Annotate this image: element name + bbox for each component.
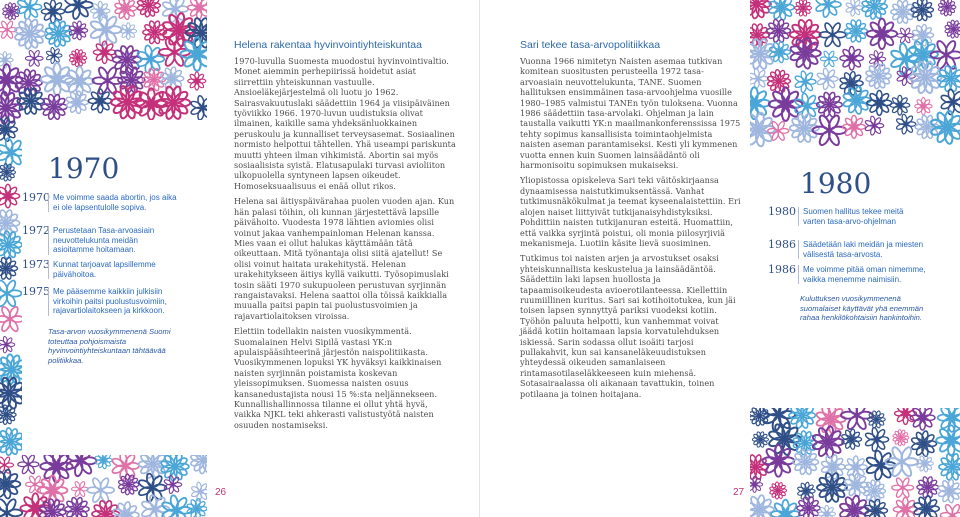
paragraph: 1970-luvulla Suomesta muodostui hyvinvointivaltio. Monet aiemmin perhepiirissä hoidetut asiat siirrettiin yhteiskunnan vastuulle. Ansioeläkejärjestelmä oli luotu jo 1962. Sairasvakuutuslaki säädettiin 1964 ja viisipäiväinen työviikko 1966. 1970-luvun uudistuksia olivat ilmainen, kaikille sama yhdeksänluokkainen peruskoulu ja kunnalliset terveysasemat. Sosiaalinen normisto helpottui tähtellen. Yhä useampi pariskunta muutti yhteen ilman vihkimistä. Abortin sai myös sosiaalisista syistä. Elatusapulaki turvasi avioliiton ulkopuolella syntyneen lapsen oikeudet. Homoseksuaalisuus ei enää ollut rikos. bbox=[234, 56, 456, 191]
flower-ornament bbox=[45, 20, 72, 47]
timeline-text: Me voimme saada abortin, jos aika ei ole lapsentulolle sopiva. bbox=[48, 193, 183, 212]
flower-ornament bbox=[793, 449, 819, 475]
flower-ornament bbox=[769, 482, 786, 499]
flower-ornament bbox=[46, 47, 62, 64]
section-title-right: Sari tekee tasa-arvopolitiikkaa bbox=[520, 39, 661, 51]
timeline-text: Säädetään laki meidän ja miesten välisestä tasa-arvosta. bbox=[798, 240, 943, 259]
timeline-text: Kunnat tarjoavat lapsillemme päivähoitoa. bbox=[48, 260, 178, 279]
flower-ornament bbox=[938, 479, 960, 503]
flower-ornament bbox=[940, 503, 960, 517]
section-title-left: Helena rakentaa hyvinvointiyhteiskuntaa bbox=[234, 39, 422, 51]
flower-ornament bbox=[867, 90, 892, 115]
flower-ornament bbox=[892, 477, 914, 498]
flower-ornament bbox=[917, 476, 939, 498]
flower-ornament bbox=[915, 98, 932, 115]
flower-ornament bbox=[939, 453, 960, 481]
timeline-year: 1986 bbox=[768, 238, 796, 251]
flower-ornament bbox=[69, 49, 87, 67]
sidebar-quote-right: Kuluttuksen vuosikymmenenä suomalaiset käyttävät yhä enemmän rahaa henkilökohtaisiin hankintoihin. bbox=[800, 294, 924, 323]
flower-ornament bbox=[771, 500, 800, 517]
flower-ornament bbox=[0, 456, 14, 474]
flower-ornament bbox=[0, 257, 17, 280]
article-column-left bbox=[234, 56, 456, 435]
flower-ornament bbox=[120, 23, 137, 40]
flower-ornament bbox=[930, 110, 960, 144]
flower-ornament bbox=[795, 0, 812, 17]
decade-heading-1970: 1970 bbox=[48, 152, 120, 185]
flower-ornament bbox=[794, 71, 816, 93]
flower-ornament bbox=[0, 428, 24, 456]
flower-ornament bbox=[908, 39, 938, 69]
flower-ornament bbox=[890, 95, 910, 115]
flower-ornament bbox=[913, 496, 939, 517]
flower-ornament bbox=[0, 498, 22, 517]
flower-ornament bbox=[136, 88, 167, 119]
flower-ornament bbox=[160, 452, 188, 481]
flower-ornament bbox=[910, 405, 935, 430]
decade-heading-1980: 1980 bbox=[800, 167, 872, 200]
flower-ornament bbox=[844, 19, 867, 42]
timeline-entry-1986-name bbox=[768, 265, 948, 287]
flower-ornament bbox=[897, 27, 914, 43]
flower-ornament bbox=[17, 0, 42, 20]
flower-ornament bbox=[893, 497, 917, 517]
flower-ornament bbox=[25, 50, 43, 67]
flower-ornament bbox=[768, 0, 794, 20]
flower-ornament bbox=[896, 114, 916, 135]
timeline-year: 1970 bbox=[22, 191, 50, 204]
flower-ornament bbox=[87, 477, 114, 503]
flower-ornament bbox=[750, 476, 763, 492]
flower-ornament bbox=[0, 279, 22, 307]
flower-ornament bbox=[750, 112, 775, 147]
flower-ornament bbox=[188, 0, 207, 19]
timeline-entry-1972 bbox=[22, 226, 207, 258]
flower-ornament bbox=[817, 472, 847, 503]
flower-ornament bbox=[865, 427, 889, 452]
flower-ornament bbox=[0, 336, 15, 353]
flower-ornament bbox=[71, 481, 88, 497]
flower-ornament bbox=[817, 92, 843, 118]
flower-ornament bbox=[762, 445, 794, 477]
page-gutter bbox=[479, 0, 480, 517]
flower-ornament bbox=[180, 37, 207, 71]
timeline-year: 1975 bbox=[22, 285, 50, 298]
flower-ornament bbox=[0, 184, 20, 207]
timeline-year: 1986 bbox=[768, 263, 796, 276]
flower-ornament bbox=[112, 501, 139, 517]
timeline-entry-1975 bbox=[22, 287, 207, 319]
flower-ornament bbox=[911, 431, 937, 457]
flower-ornament bbox=[843, 115, 866, 138]
flower-ornament bbox=[844, 473, 868, 498]
flower-ornament bbox=[818, 505, 835, 517]
flower-ornament bbox=[916, 455, 933, 472]
flower-ornament bbox=[0, 163, 15, 181]
flower-ornament bbox=[868, 410, 886, 428]
article-column-right bbox=[520, 56, 742, 404]
flower-ornament bbox=[40, 450, 72, 482]
flower-ornament bbox=[41, 94, 67, 120]
flower-ornament bbox=[752, 431, 768, 447]
paragraph: Tutkimus toi naisten arjen ja arvostukset osaksi yhteiskunnallista keskustelua ja lainsäädäntöä. Säädettiin laki lapsen huollosta ja tapaamisoikeudesta avioerotilanteessa. Kiellettiin ruumiillinen kuritus. Sari sai kotihoitotukea, kun jäi toisen lapsen synnyttyä pariksi vuodeksi kotiin. Työhön paluuta helpotti, kun vanhemmat voivat jäädä kotiin hoitamaan lapsia korvatulehduksen iskiessä. Sarin sodassa ollut isoäiti tarjosi pullakahvit, kun sai kansaneläkeuudistuksen yhteydessä oikeuden samanlaiseen rintamasotilaseläkkeeseen kuin miehensä. Sotasairaalassa oli aikanaan tavattukin, toinen potilaana ja toinen hoitajana. bbox=[520, 253, 736, 399]
paragraph: Yliopistossa opiskeleva Sari teki väitöskirjaansa dynaamisessa naistutkimuksentässä. Vanhat tutkimusnäkökulmat ja teemat kyseenalaistettiin. Eri alojen naiset liittyivät tutkijanaisyhdistyksiksi. Pohdittiin naisten tutkijanuran esteitä. Huomattiin, että vaikka syrjintä poistui, oli monia piilosyrjiviä mekanismeja. Luotiin käsite lievä suosiminen. bbox=[520, 175, 741, 248]
timeline-entry-1980 bbox=[768, 207, 948, 237]
flower-ornament bbox=[841, 429, 862, 450]
timeline-text: Suomen hallitus tekee meitä varten tasa-arvo-ohjelman bbox=[798, 207, 923, 226]
flower-ornament bbox=[861, 0, 887, 20]
timeline-text: Perustetaan Tasa-arvoasiain neuvottelukunta meidän asioitamme hoitamaan. bbox=[48, 226, 173, 255]
flower-ornament bbox=[190, 95, 207, 120]
flower-ornament bbox=[820, 50, 838, 67]
flower-ornament bbox=[118, 474, 139, 495]
timeline-text: Me pääsemme kaikkiin julkisiin virkoihin paitsi puolustusvoimiin, rajavartiolaitokseen ja kirkkoon. bbox=[48, 287, 193, 316]
flower-ornament bbox=[41, 0, 64, 23]
flower-ornament bbox=[865, 63, 891, 89]
paragraph: Helena sai äitiyspäivärahaa puolen vuoden ajan. Kun hän palasi töihin, oli kunnan järjestettävä lapsille päivähoito. Vuodesta 1978 lähtien aviomies olisi voinut jakaa vanhempainloman Helenan kanssa. Mies vaan ei ollut halukas käyttämään tätä oikeuttaan. Mitä työnantaja olisi siitä ajatellut! Se olisi voinut haitata urakehitystä. Helenan urakehitykseen äitiys kyllä vaikutti. Työsopimuslaki tosin sääti 1970 sukupuoleen perustuvan syrjinnän rangaistavaksi. Helena saattoi olla töissä kaikkialla muualla paitsi papin tai puolustusvoimien ja rajavartiolaitoksen viroissa. bbox=[234, 196, 455, 321]
flower-ornament bbox=[816, 404, 846, 434]
flower-ornament bbox=[14, 18, 45, 49]
page-number-right: 27 bbox=[733, 487, 745, 498]
flower-ornament bbox=[0, 209, 20, 237]
timeline-entry-1973 bbox=[22, 260, 207, 282]
flower-ornament bbox=[863, 480, 886, 503]
flower-ornament bbox=[0, 52, 13, 69]
flower-ornament bbox=[65, 497, 89, 517]
flower-ornament bbox=[64, 0, 93, 20]
flower-ornament bbox=[845, 0, 863, 17]
flower-ornament bbox=[892, 429, 908, 446]
page-number-left: 26 bbox=[215, 487, 227, 498]
flower-ornament bbox=[750, 68, 768, 89]
flower-ornament bbox=[114, 0, 136, 20]
flower-ornament bbox=[141, 494, 170, 517]
flower-ornament bbox=[0, 306, 24, 333]
flower-ornament bbox=[815, 0, 841, 18]
flower-ornament bbox=[840, 46, 864, 70]
flower-ornament bbox=[767, 19, 791, 43]
flower-ornament bbox=[864, 116, 883, 136]
flower-ornament bbox=[938, 0, 956, 16]
paragraph: Vuonna 1966 nimitetyn Naisten asemaa tutkivan komitean suositusten perusteella 1972 tasa-arvoasiain neuvottelukunta, TANE. Suomen hallituksen ensimmäinen tasa-arvoohjelma vuosille 1980–1985 valmistui TANEn työn tuloksena. Vuonna 1986 säädettiin tasa-arvolaki. Ohjelman ja lain taustalla vaikutti YK:n maailmankonferenssissa 1975 tehty sopimus kansallisista toimintaohjelmista naisten aseman parantamiseksi. Kesti yli kymmenen vuotta ennen kuin Suomen lainsäädäntö oli harmonisoitu sopimuksen mukaiseksi. bbox=[520, 56, 741, 171]
flower-ornament bbox=[18, 454, 39, 474]
flower-ornament bbox=[816, 68, 838, 90]
flower-ornament bbox=[867, 19, 898, 50]
flower-ornament bbox=[69, 21, 88, 40]
flower-ornament bbox=[944, 20, 960, 38]
timeline-year: 1980 bbox=[768, 205, 796, 218]
flower-ornament bbox=[0, 469, 20, 499]
flower-ornament bbox=[767, 69, 790, 93]
flower-ornament bbox=[88, 89, 112, 113]
flower-ornament bbox=[819, 22, 845, 48]
flower-ornament bbox=[750, 0, 771, 19]
flower-ornament bbox=[936, 425, 960, 455]
timeline-entry-1970 bbox=[22, 193, 207, 223]
flower-ornament bbox=[137, 0, 160, 17]
timeline-text: Me voimme pitää oman nimemme, vaikka menemme naimisiin. bbox=[798, 265, 943, 284]
paragraph: Elettiin todellakin naisten vuosikymmentä. Suomalainen Helvi Sipilä vastasi YK:n apulaispääsihteerinä järjestön naispolitiikasta. Vuosikymmenen lopuksi YK hyväksyi kaikkinaisen naisten syrjinnän poistamista koskevan yleissopimuksen. Suomessa naisten osuus kansanedustajista nousi 15 %:sta neljännekseen. Kunnallishallinnossa tilanne ei ollut yhtä hyvä, vaikka NJKL teki ahkerasti valistustyötä naisten osuuden nostamiseksi. bbox=[234, 326, 442, 430]
timeline-year: 1972 bbox=[22, 224, 50, 237]
flower-ornament bbox=[188, 72, 206, 90]
sidebar-quote-left: Tasa-arvon vuosikymmenenä Suomi toteuttaa pohjoismaista hyvinvointiyhteiskuntaan tähtäävää politiikkaa. bbox=[48, 327, 171, 365]
flower-ornament bbox=[891, 0, 915, 24]
timeline-entry-1986-law bbox=[768, 240, 948, 262]
timeline-year: 1973 bbox=[22, 258, 50, 271]
flower-ornament bbox=[789, 37, 820, 69]
flower-ornament bbox=[839, 71, 863, 95]
